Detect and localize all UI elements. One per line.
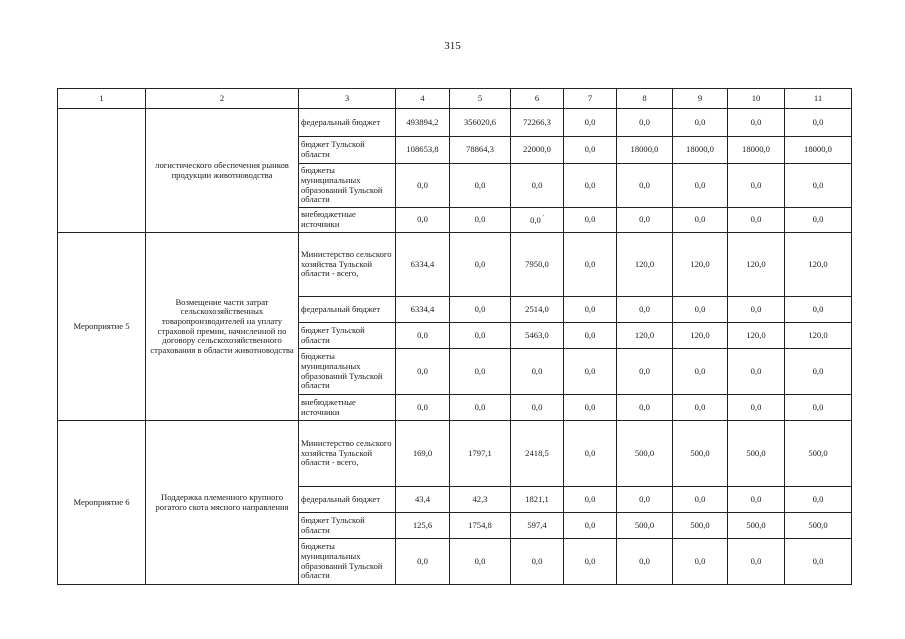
column-header: 7	[564, 89, 617, 109]
budget-table	[57, 88, 852, 585]
value-cell: 169,0	[396, 421, 450, 487]
value-cell: 500,0	[785, 421, 852, 487]
value-cell: 0,0	[450, 233, 511, 297]
value-cell: 0,0	[728, 109, 785, 137]
value-cell: 0,0	[564, 164, 617, 208]
column-header: 5	[450, 89, 511, 109]
description-cell: Поддержка племенного крупного рогатого скота мясного направления	[146, 421, 299, 585]
value-cell: 0,0	[785, 349, 852, 395]
scan-mark: '	[542, 214, 544, 221]
value-cell: 0,0	[617, 349, 673, 395]
source-cell: бюджет Тульской области	[299, 513, 396, 539]
value-cell: 2418,5	[511, 421, 564, 487]
value-cell: 0,0	[673, 297, 728, 323]
value-cell: 0,0	[450, 208, 511, 233]
value-cell: 0,0	[673, 349, 728, 395]
source-cell: внебюджетные источники	[299, 208, 396, 233]
value-cell: 72266,3	[511, 109, 564, 137]
value-cell: 0,0	[564, 323, 617, 349]
column-header: 3	[299, 89, 396, 109]
value-cell: 0,0	[564, 513, 617, 539]
value-cell: 500,0	[673, 421, 728, 487]
value-cell: 356020,6	[450, 109, 511, 137]
value-cell: 0,0	[617, 297, 673, 323]
value-cell: 0,0	[564, 487, 617, 513]
value-cell: 120,0	[617, 233, 673, 297]
value-cell: 500,0	[617, 513, 673, 539]
source-cell: федеральный бюджет	[299, 487, 396, 513]
value-cell: 0,0	[785, 539, 852, 585]
event-cell	[58, 109, 146, 233]
page-number: 315	[444, 40, 461, 52]
value-cell: 18000,0	[728, 137, 785, 164]
value-cell: 6334,4	[396, 233, 450, 297]
value-cell: 18000,0	[673, 137, 728, 164]
column-header: 10	[728, 89, 785, 109]
value-cell: 0,0	[396, 323, 450, 349]
value-cell: 500,0	[728, 513, 785, 539]
value-cell: 0,0	[450, 297, 511, 323]
value-cell: 125,6	[396, 513, 450, 539]
value-cell: 0,0	[564, 208, 617, 233]
value-cell: 0,0	[785, 395, 852, 421]
value-cell: 0,0	[564, 137, 617, 164]
value-cell: 0,0	[673, 487, 728, 513]
table-row	[58, 109, 852, 137]
value-cell: 0,0	[511, 349, 564, 395]
column-header: 6	[511, 89, 564, 109]
value-cell: 500,0	[617, 421, 673, 487]
value-cell: 0,0	[673, 109, 728, 137]
value-cell: 0,0	[617, 395, 673, 421]
value-cell: 0,0	[728, 539, 785, 585]
value-cell: 0,0	[728, 208, 785, 233]
value-cell: 120,0	[785, 323, 852, 349]
value-cell: 1754,8	[450, 513, 511, 539]
value-cell: 120,0	[673, 323, 728, 349]
value-cell: 120,0	[617, 323, 673, 349]
source-cell: Министерство сельского хозяйства Тульской области - всего,	[299, 421, 396, 487]
value-cell: 0,0	[450, 539, 511, 585]
value-cell: 0,0	[450, 395, 511, 421]
value-cell: 0,0	[673, 395, 728, 421]
value-cell: 0,0	[450, 323, 511, 349]
value-cell: 500,0	[673, 513, 728, 539]
value-cell: 22000,0	[511, 137, 564, 164]
column-header: 1	[58, 89, 146, 109]
source-cell: Министерство сельского хозяйства Тульской области - всего,	[299, 233, 396, 297]
source-cell: бюджет Тульской области	[299, 137, 396, 164]
source-cell: федеральный бюджет	[299, 297, 396, 323]
value-cell: 0,0	[511, 539, 564, 585]
value-cell: 0,0	[396, 395, 450, 421]
value-cell: 1821,1	[511, 487, 564, 513]
value-cell: 0,0	[728, 297, 785, 323]
value-cell: 0,0	[617, 487, 673, 513]
value-cell: 0,0	[450, 164, 511, 208]
source-cell: бюджеты муниципальных образований Тульской области	[299, 349, 396, 395]
description-cell: логистического обеспечения рынков продукции животноводства	[146, 109, 299, 233]
value-cell: 0,0	[617, 164, 673, 208]
column-header: 9	[673, 89, 728, 109]
value-cell: 0,0	[785, 208, 852, 233]
value-cell: 597,4	[511, 513, 564, 539]
value-cell: 42,3	[450, 487, 511, 513]
value-cell: 0,0	[617, 208, 673, 233]
value-cell: 0,0	[564, 297, 617, 323]
value-cell: 43,4	[396, 487, 450, 513]
value-cell: 0,0	[785, 164, 852, 208]
value-cell: 0,0	[396, 349, 450, 395]
value-cell: 0,0	[785, 297, 852, 323]
value-cell: 2514,0	[511, 297, 564, 323]
value-cell: 0,0	[564, 395, 617, 421]
value-cell: 0,0	[728, 395, 785, 421]
value-cell: 0,0	[396, 164, 450, 208]
column-header: 8	[617, 89, 673, 109]
value-cell: 0,0	[564, 539, 617, 585]
value-text: 0,0	[530, 214, 541, 225]
value-cell: 493894,2	[396, 109, 450, 137]
value-cell: 0,0	[511, 395, 564, 421]
value-cell: 120,0	[785, 233, 852, 297]
value-cell: 0,0	[564, 109, 617, 137]
value-cell: 108653,8	[396, 137, 450, 164]
value-cell: 0,0	[785, 487, 852, 513]
source-cell: бюджет Тульской области	[299, 323, 396, 349]
value-cell: 0,0	[564, 233, 617, 297]
value-cell: 500,0	[728, 421, 785, 487]
table-row	[58, 421, 852, 487]
column-header: 11	[785, 89, 852, 109]
source-cell: бюджеты муниципальных образований Тульской области	[299, 164, 396, 208]
value-cell: 120,0	[673, 233, 728, 297]
value-cell: 6334,4	[396, 297, 450, 323]
value-cell: 120,0	[728, 323, 785, 349]
value-cell: 0,0	[511, 164, 564, 208]
column-header: 4	[396, 89, 450, 109]
value-cell: 0,0	[617, 539, 673, 585]
value-cell: 0,0	[728, 164, 785, 208]
value-cell: 0,0	[673, 208, 728, 233]
value-cell: 0,0	[450, 349, 511, 395]
value-cell: 120,0	[728, 233, 785, 297]
value-cell: 0,0	[564, 421, 617, 487]
header-row	[58, 89, 852, 109]
value-cell: 0,0	[785, 109, 852, 137]
value-cell: 0,0	[728, 487, 785, 513]
value-cell: 18000,0	[617, 137, 673, 164]
source-cell: внебюджетные источники	[299, 395, 396, 421]
value-cell: 7950,0	[511, 233, 564, 297]
value-cell: 0,0	[728, 349, 785, 395]
value-cell: 500,0	[785, 513, 852, 539]
value-cell: 18000,0	[785, 137, 852, 164]
description-cell: Возмещение части затрат сельскохозяйственных товаропроизводителей на уплату страховой премии, начисленной по договору сельскохозяйственного страхования в области животноводства	[146, 233, 299, 421]
value-cell: 0,0	[673, 164, 728, 208]
event-cell: Мероприятие 6	[58, 421, 146, 585]
value-cell: 0,0	[564, 349, 617, 395]
value-cell: 0,0	[396, 539, 450, 585]
source-cell: федеральный бюджет	[299, 109, 396, 137]
value-cell	[511, 208, 564, 233]
source-cell: бюджеты муниципальных образований Тульской области	[299, 539, 396, 585]
event-cell: Мероприятие 5	[58, 233, 146, 421]
value-cell: 0,0	[396, 208, 450, 233]
value-cell: 0,0	[617, 109, 673, 137]
value-cell: 5463,0	[511, 323, 564, 349]
table-row	[58, 233, 852, 297]
value-cell: 0,0	[673, 539, 728, 585]
column-header: 2	[146, 89, 299, 109]
value-cell: 1797,1	[450, 421, 511, 487]
value-cell: 78864,3	[450, 137, 511, 164]
